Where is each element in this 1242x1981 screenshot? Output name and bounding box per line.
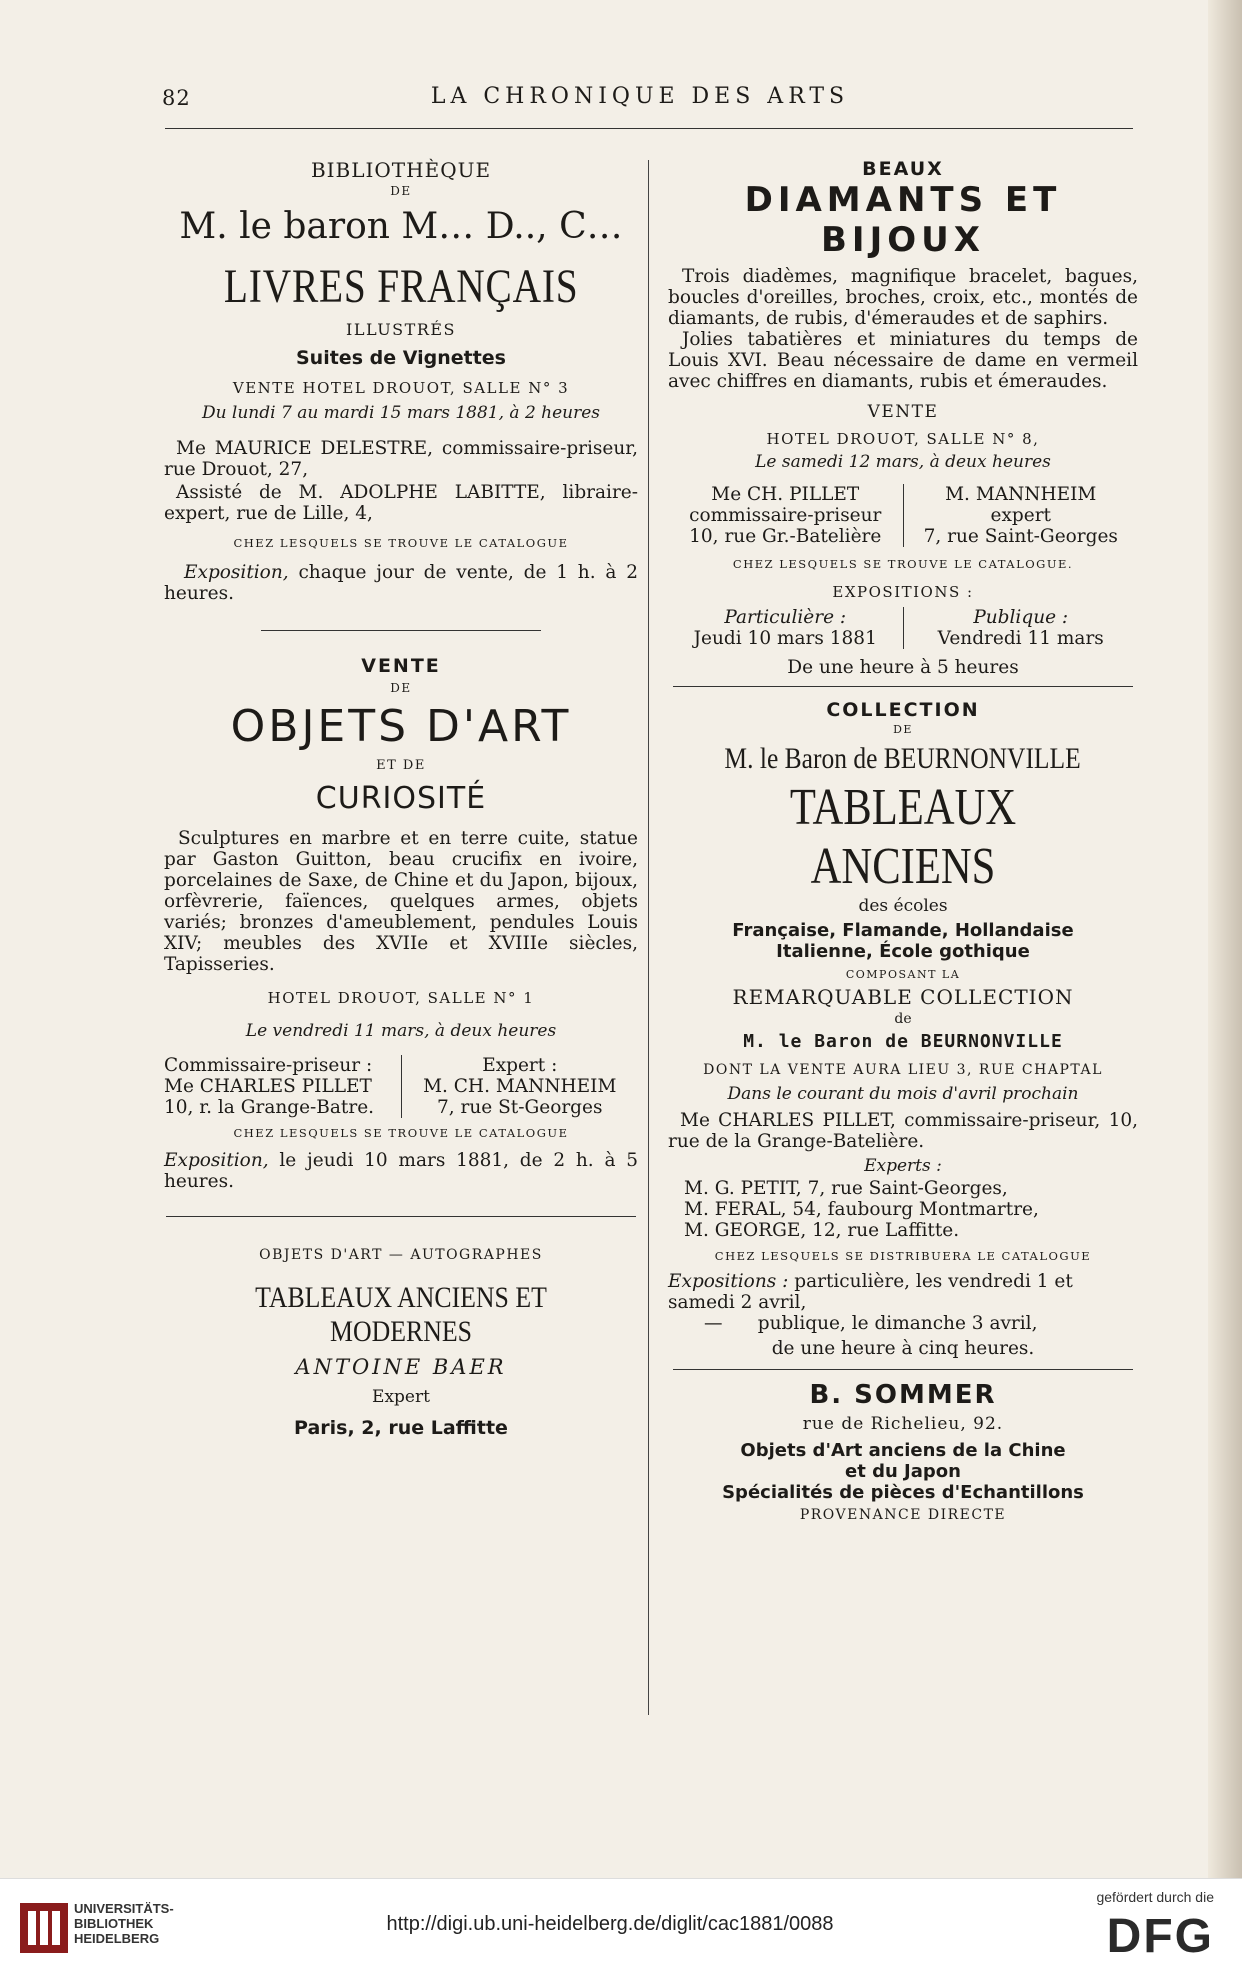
r-ad2-catalogue: CHEZ LESQUELS SE DISTRIBUERA LE CATALOGUE [714, 1249, 1092, 1263]
page-edge-shadow [1208, 0, 1242, 1878]
r-ad1-expo-left-label: Particulière : [724, 607, 847, 628]
page-number: 82 [162, 86, 191, 110]
r-ad3-l2: et du Japon [845, 1461, 961, 1482]
r-ad2-expo3: de une heure à cinq heures. [771, 1338, 1035, 1359]
ad1-title: LIVRES FRANÇAIS [223, 260, 579, 313]
r-divider-2 [673, 1369, 1133, 1370]
r-ad2-line2: DE [893, 723, 913, 736]
divider-1 [261, 630, 541, 631]
r-ad2-title: TABLEAUX ANCIENS [789, 779, 1017, 895]
ad-bibliotheque [164, 158, 638, 604]
ad2-left-line: 10, r. la Grange-Batre. [164, 1097, 375, 1118]
r-ad1-place: HOTEL DROUOT, SALLE N° 8, [766, 430, 1040, 448]
r-ad2-expert: M. GEORGE, 12, rue Laffitte. [684, 1220, 960, 1241]
r-ad2-expo-label: Expositions : [668, 1271, 789, 1292]
ad1-p2: Assisté de M. ADOLPHE LABITTE, libraire-expert, rue de Lille, 4, [164, 482, 638, 524]
r-ad1-left-line: commissaire-priseur [689, 505, 882, 526]
ad1-expo-text: chaque jour de vente, de 1 h. à 2 heures. [164, 562, 638, 604]
r-ad1-right-line: expert [990, 505, 1051, 526]
ad2-line3: ET DE [376, 758, 426, 773]
header-rule [165, 128, 1133, 129]
ad2-title2: CURIOSITÉ [315, 781, 487, 816]
dfg-logo: DFG [1106, 1910, 1214, 1963]
footer-bar [0, 1878, 1242, 1981]
ad2-right-line: Expert : [482, 1055, 558, 1076]
r-ad1-right-contact [904, 484, 1139, 547]
column-divider [648, 160, 649, 1715]
ad-sommer [668, 1380, 1138, 1523]
permalink-url[interactable]: http://digi.ub.uni-heidelberg.de/diglit/cac1881/0088 [386, 1913, 834, 1935]
r-ad1-expo-right [904, 607, 1139, 649]
r-ad2-expo2: publique, le dimanche 3 avril, [757, 1313, 1038, 1334]
r-ad1-expo-right-date: Vendredi 11 mars [937, 628, 1104, 649]
r-ad2-schools1: Française, Flamande, Hollandaise [732, 920, 1074, 941]
r-ad2-schools-intro: des écoles [858, 896, 948, 916]
r-ad2-owner: M. le Baron de BEURNONVILLE [724, 742, 1082, 775]
ad2-expo-label: Exposition, [164, 1150, 269, 1171]
r-ad2-expert-list [668, 1178, 1138, 1241]
right-column [668, 150, 1138, 1523]
r-ad2-owner2: M. le Baron de BEURNONVILLE [743, 1031, 1063, 1052]
r-ad1-expo-left [668, 607, 903, 649]
ad1-expo-label: Exposition, [184, 562, 289, 583]
r-ad1-title: DIAMANTS ET BIJOUX [744, 180, 1062, 260]
ad1-subtitle2: Suites de Vignettes [296, 347, 506, 369]
r-ad2-line1: COLLECTION [826, 699, 980, 721]
r-ad1-p2: Jolies tabatières et miniatures du temps de Louis XVI. Beau nécessaire de dame en vermeil avec chiffres en diamants, rubis et émeraudes. [668, 329, 1138, 392]
ad2-right-contact [402, 1055, 639, 1118]
ad1-date: Du lundi 7 au mardi 15 mars 1881, à 2 heures [201, 403, 601, 423]
r-ad3-address: rue de Richelieu, 92. [802, 1414, 1004, 1434]
ad2-line1: VENTE [361, 655, 441, 677]
r-ad2-expert: M. FERAL, 54, faubourg Montmartre, [684, 1199, 1039, 1220]
r-ad3-l4: PROVENANCE DIRECTE [799, 1507, 1007, 1523]
r-ad1-right-line: M. MANNHEIM [945, 484, 1097, 505]
ad2-left-line: Me CHARLES PILLET [164, 1076, 372, 1097]
r-ad2-when: Dans le courant du mois d'avril prochain [727, 1084, 1079, 1104]
library-line: UNIVERSITÄTS- [74, 1901, 174, 1916]
ad-diamants [668, 158, 1138, 678]
ad3-title: TABLEAUX ANCIENS ET MODERNES [255, 1281, 547, 1348]
r-ad1-expo-right-label: Publique : [973, 607, 1069, 628]
ad1-owner: M. le baron M… D.., C… [179, 206, 623, 247]
r-ad2-remarquable: REMARQUABLE COLLECTION [732, 985, 1074, 1009]
r-ad1-sale: VENTE [867, 402, 939, 422]
ad3-name: ANTOINE BAER [295, 1355, 507, 1379]
r-ad1-left-contact [668, 484, 903, 547]
library-line: BIBLIOTHEK [74, 1916, 154, 1931]
ad3-line1: OBJETS D'ART — AUTOGRAPHES [259, 1247, 543, 1263]
ad2-sale: HOTEL DROUOT, SALLE N° 1 [267, 989, 535, 1007]
r-ad2-pillet: Me CHARLES PILLET, commissaire-priseur, 10, rue de la Grange-Batelière. [668, 1110, 1138, 1152]
ad2-right-line: M. CH. MANNHEIM [423, 1076, 617, 1097]
r-ad2-schools2: Italienne, École gothique [776, 941, 1030, 962]
ad2-right-line: 7, rue St-Georges [437, 1097, 603, 1118]
r-ad2-experts: Experts : [864, 1156, 942, 1176]
ad2-left-line: Commissaire-priseur : [164, 1055, 373, 1076]
r-ad1-date: Le samedi 12 mars, à deux heures [755, 452, 1051, 472]
r-ad1-line1: BEAUX [862, 158, 944, 180]
r-ad1-p1: Trois diadèmes, magnifique bracelet, bagues, boucles d'oreilles, broches, croix, etc., montés de diamants, de rubis, d'émeraudes et de saphirs. [668, 266, 1138, 329]
r-ad1-right-line: 7, rue Saint-Georges [923, 526, 1118, 547]
ad-objets-art [164, 655, 638, 1192]
library-logo-icon [18, 1899, 70, 1957]
r-ad1-left-line: 10, rue Gr.-Batelière [689, 526, 882, 547]
ad1-line1: BIBLIOTHÈQUE [310, 158, 492, 182]
funded-by-label: gefördert durch die [1096, 1889, 1214, 1905]
r-ad2-composant: COMPOSANT LA [845, 968, 961, 981]
r-ad2-expert: M. G. PETIT, 7, rue Saint-Georges, [684, 1178, 1008, 1199]
ad2-description: Sculptures en marbre et en terre cuite, statue par Gaston Guitton, beau crucifix en ivoire, porcelaines de Saxe, de Chine et du Japon, bijoux, orfèvrerie, faïences, quelques armes, objets variés; bronzes d'ameublement, pendules Louis XIV; meubles des XVIIe et XVIIIe siècles, Tapisseries. [164, 828, 638, 975]
r-ad1-left-line: Me CH. PILLET [711, 484, 860, 505]
r-divider-1 [673, 686, 1133, 687]
journal-title: LA CHRONIQUE DES ARTS [430, 84, 850, 109]
divider-2 [166, 1216, 636, 1217]
ad2-date: Le vendredi 11 mars, à deux heures [245, 1021, 557, 1041]
r-ad2-vente: DONT LA VENTE AURA LIEU 3, RUE CHAPTAL [703, 1062, 1103, 1078]
r-ad3-l1: Objets d'Art anciens de la Chine [740, 1440, 1066, 1461]
ad3-role: Expert [372, 1387, 430, 1407]
ad2-expo-text: le jeudi 10 mars 1881, de 2 h. à 5 heures. [164, 1150, 638, 1192]
ad1-line2: DE [390, 184, 412, 198]
r-ad1-expo-left-date: Jeudi 10 mars 1881 [693, 628, 877, 649]
library-name [74, 1901, 174, 1946]
ad2-title: OBJETS D'ART [230, 701, 572, 752]
ad-beurnonville [668, 699, 1138, 1359]
r-ad3-l3: Spécialités de pièces d'Echantillons [722, 1482, 1084, 1503]
ad1-catalogue: CHEZ LESQUELS SE TROUVE LE CATALOGUE [233, 536, 569, 550]
r-ad3-title: B. SOMMER [809, 1380, 997, 1410]
ad1-p1: Me MAURICE DELESTRE, commissaire-priseur, rue Drouot, 27, [164, 438, 638, 480]
r-ad1-hours: De une heure à 5 heures [787, 657, 1019, 678]
r-ad2-expo-dash: — [704, 1313, 723, 1334]
ad1-sale: VENTE HOTEL DROUOT, SALLE N° 3 [232, 379, 570, 397]
ad2-line2: DE [390, 681, 412, 695]
ad-baer [164, 1247, 638, 1439]
r-ad2-de: de [894, 1011, 912, 1027]
ad1-subtitle: ILLUSTRÉS [346, 320, 456, 339]
left-column [164, 150, 638, 1439]
ad2-catalogue: CHEZ LESQUELS SE TROUVE LE CATALOGUE [233, 1126, 569, 1140]
library-line: HEIDELBERG [74, 1931, 160, 1946]
r-ad1-catalogue: CHEZ LESQUELS SE TROUVE LE CATALOGUE. [732, 557, 1074, 571]
r-ad1-expo [668, 607, 1138, 649]
r-ad1-expositions: EXPOSITIONS : [832, 583, 974, 601]
ad2-left-contact [164, 1055, 401, 1118]
ad3-address: Paris, 2, rue Laffitte [294, 1417, 508, 1439]
r-ad2-expo1: particulière, les vendredi 1 et samedi 2 avril, [668, 1271, 1073, 1313]
r-ad1-contacts [668, 484, 1138, 547]
ad2-contacts [164, 1055, 638, 1118]
